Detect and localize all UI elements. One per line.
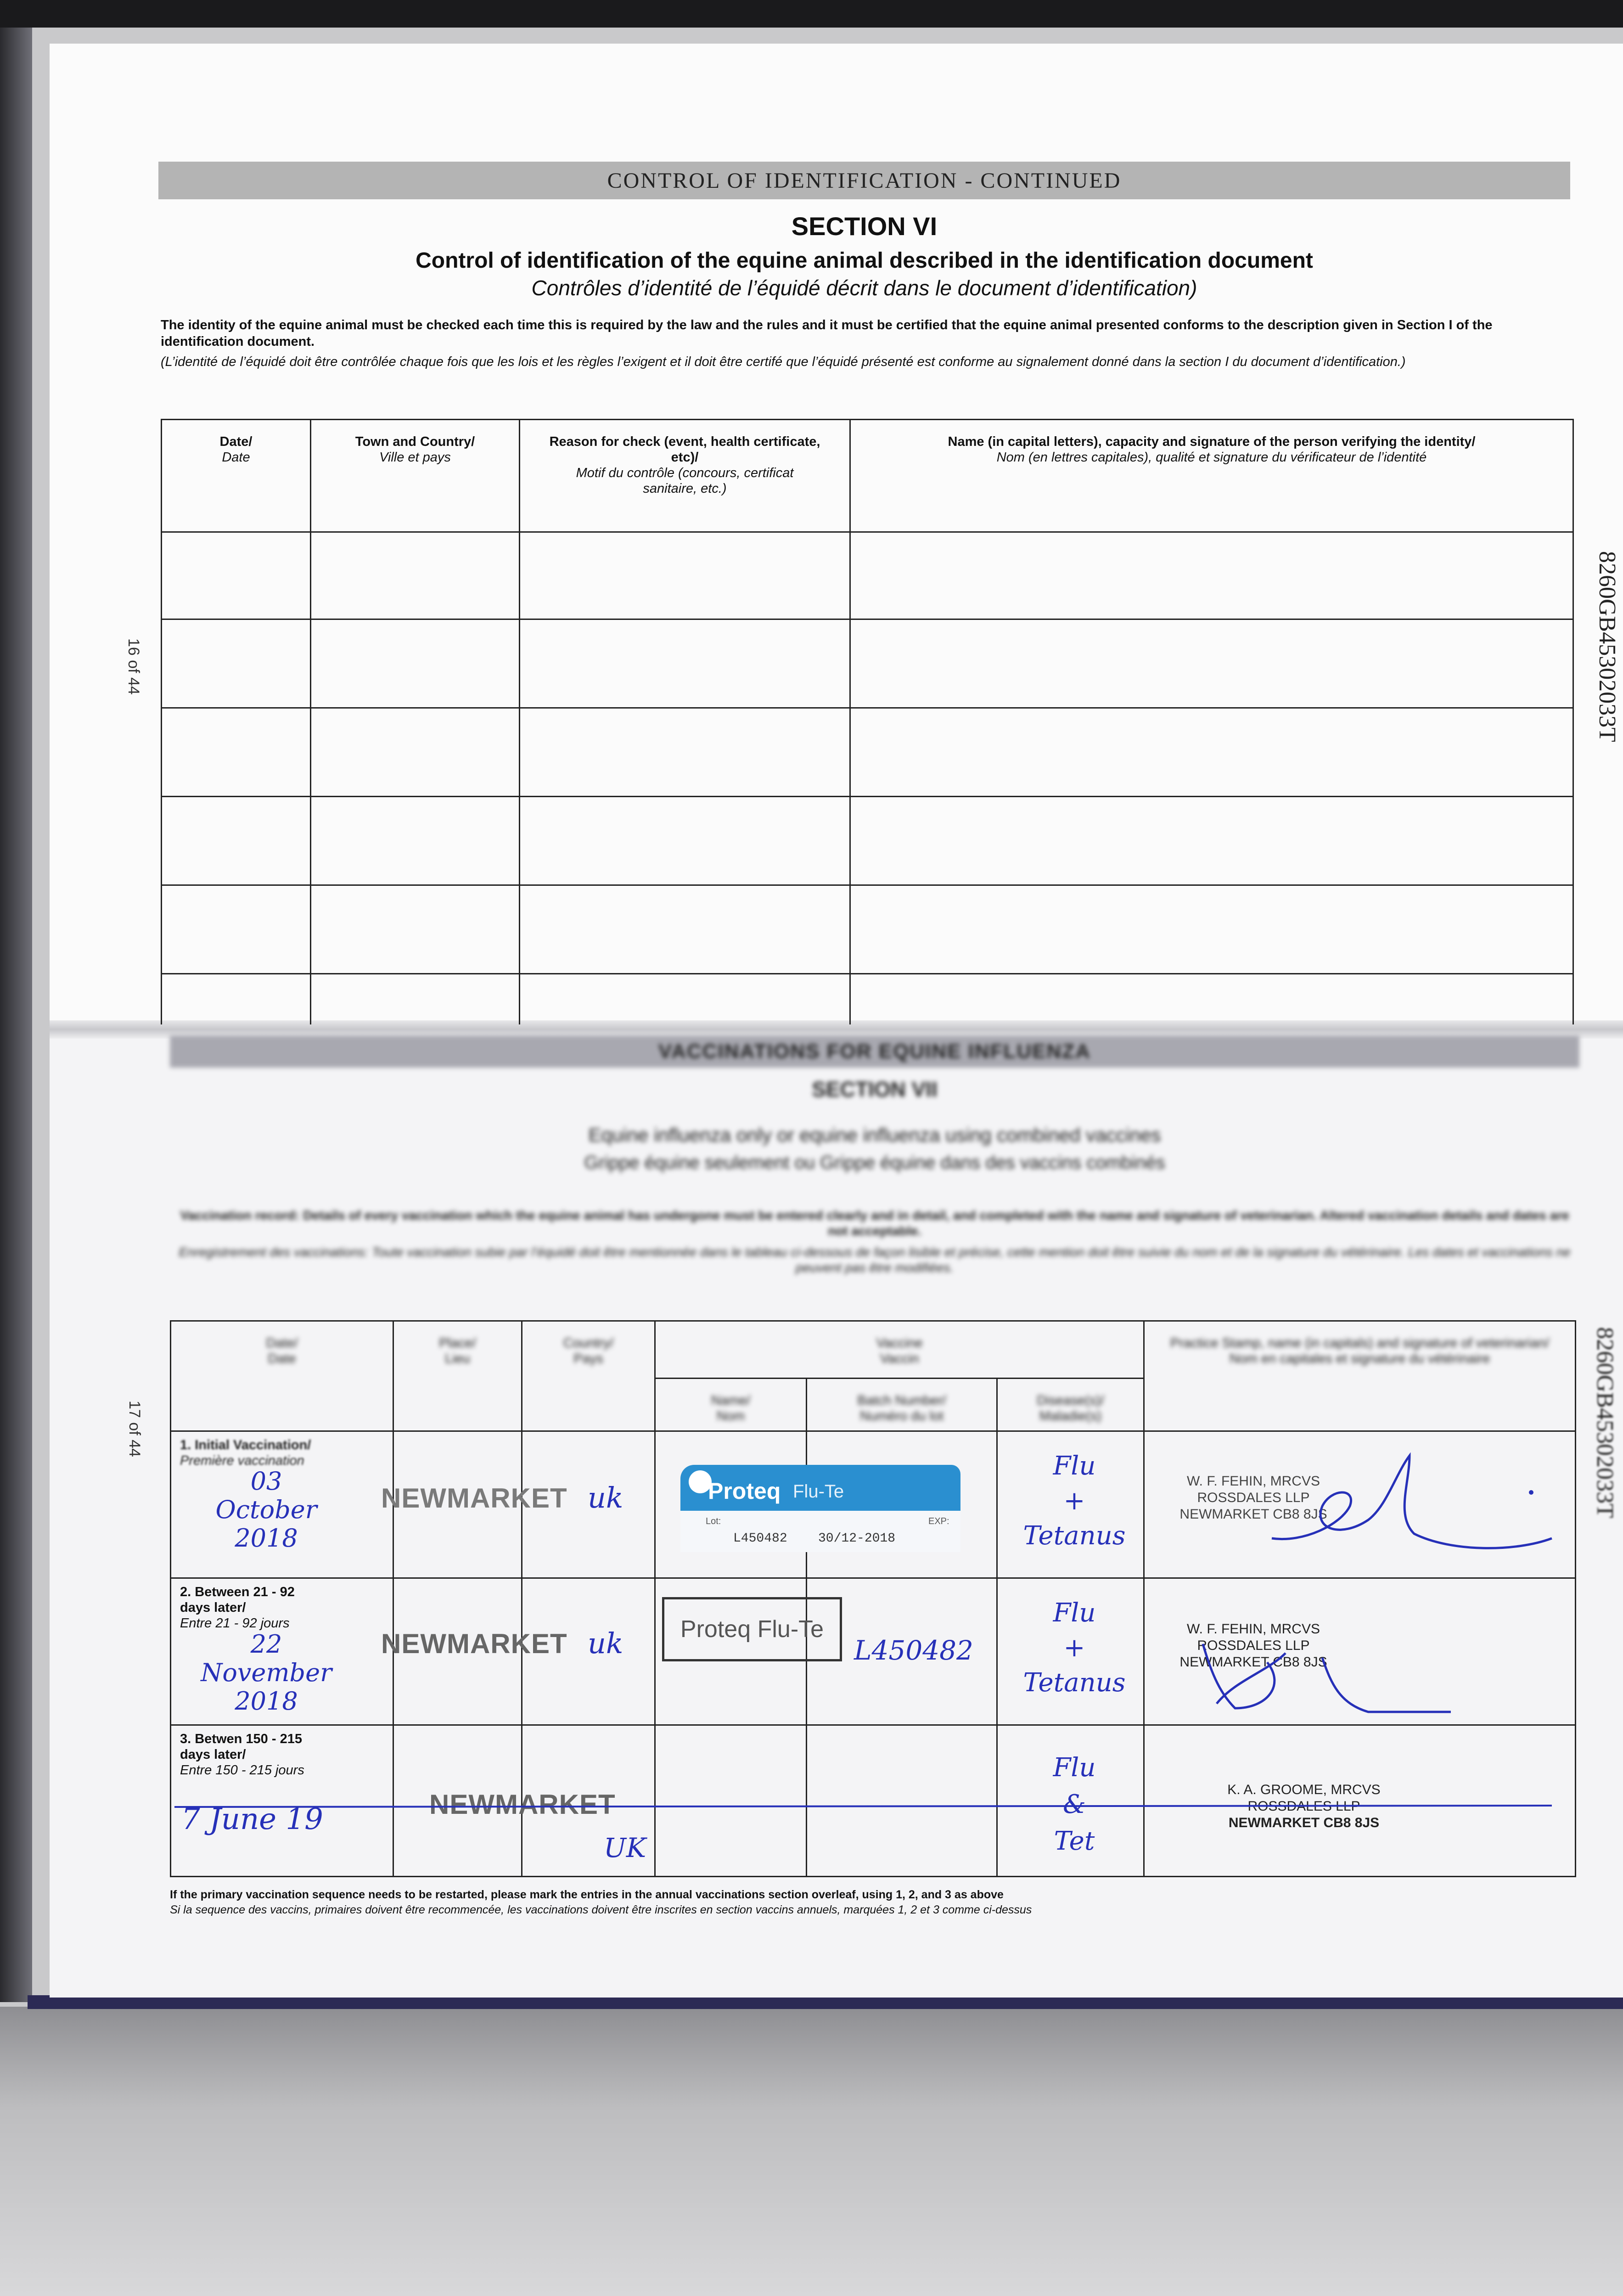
vaccination-title: Equine influenza only or equine influenza using combined vaccines [588,1124,1161,1146]
sticker-expiry: 30/12-2018 [818,1531,896,1546]
country-handwritten-2: uk [588,1626,623,1660]
vet-signature-2 [1175,1635,1497,1727]
header-practice-stamp: Practice Stamp, name (in capitals) and signature of veterinarian/ Nom en capitales et signature du vétérinaire [1144,1321,1576,1431]
place-stamp-2: NEWMARKET [381,1628,567,1659]
vaccine-stamp: Proteq Flu-Te [662,1597,842,1661]
country-handwritten-3: UK [604,1832,646,1863]
section-title: Control of identification of the equine animal described in the identification document [416,248,1313,273]
place-stamp-3: NEWMARKET [429,1789,616,1820]
table-row [162,974,1573,1024]
vet-stamp-3: K. A. GROOME, MRCVS ROSSDALES LLP NEWMARKET CB8 8JS [1227,1782,1381,1830]
section-heading: SECTION VI [791,212,938,241]
header-place: Place/ Lieu [393,1321,522,1431]
header-vaccine: Vaccine Vaccin [655,1321,1144,1379]
section-title-french: Contrôles d’identité de l’équidé décrit dans le document d’identification) [531,276,1197,300]
sticker-lot: L450482 [733,1531,787,1546]
vaccination-section-heading: SECTION VII [812,1077,938,1101]
vaccination-intro-french: Enregistrement des vaccinations: Toute vaccination subie par l’équidé doit être mentionnée dans le tableau ci-dessous de façon lisible et précise, cette mention doit être suivie du nom et de la signature du vétérinaire. Les dates et vaccinations ne peuvent pas être modifiées. [179,1245,1571,1275]
vaccination-banner: VACCINATIONS FOR EQUINE INFLUENZA [170,1035,1579,1068]
vaccine-sticker: Proteq Flu-Te Lot: EXP: L450482 30/12-2018 [680,1465,960,1552]
page-number-16: 16 of 44 [125,638,142,695]
header-date: Date/ Date [162,420,311,532]
table-row [162,797,1573,885]
table-row [162,532,1573,619]
row-label-initial: 1. Initial Vaccination/ Première vaccination [180,1438,311,1468]
scanner-edge-left [0,28,32,2002]
footnote: If the primary vaccination sequence needs to be restarted, please mark the entries in the annual vaccinations section overleaf, using 1, 2, and 3 as above [170,1888,1004,1901]
ink-line-row-3 [174,1800,1561,1814]
footnote-french: Si la sequence des vaccins, primaires doivent être recommencée, les vaccinations doivent être inscrites en section vaccins annuels, marquées 1, 2 et 3 comme ci-dessus [170,1903,1032,1916]
passport-number-upper: 8260GB4530203​3T [1594,551,1620,742]
sticker-product: Flu-Te [793,1481,844,1502]
disease-handwritten-3: Flu & Tet [1053,1753,1096,1856]
header-batch: Batch Number/ Numéro du lot [807,1379,997,1431]
disease-handwritten-2: Flu + Tetanus [1023,1598,1126,1698]
header-vaccine-name: Name/ Nom [655,1379,807,1431]
batch-handwritten-2: L450482 [854,1635,973,1666]
section-banner [158,162,1570,199]
header-reason: Reason for check (event, health certificate, etc)/ Motif du contrôle (concours, certificat sanitaire, etc.) [520,420,850,532]
date-handwritten-1: 03 October 2018 [215,1467,317,1553]
vaccination-header-row [171,1321,1576,1379]
place-stamp-1: NEWMARKET [381,1483,567,1514]
intro-text: The identity of the equine animal must be checked each time this is required by the law and the rules and it must be certified that the equine animal presented conforms to the description given in Section I of the identification document. [161,318,1493,349]
vet-stamp-1: W. F. FEHIN, MRCVS ROSSDALES LLP NEWMARKET CB8 8JS [1179,1474,1327,1522]
vet-signature-1 [1194,1446,1561,1566]
header-vacc-date: Date/ Date [171,1321,393,1431]
row-label-third: 3. Betwen 150 - 215 days later/ Entre 150 - 215 jours [180,1732,304,1778]
header-country: Country/ Pays [522,1321,655,1431]
sticker-brand: Proteq [708,1478,781,1504]
table-row [162,708,1573,797]
table-row [162,885,1573,974]
table-header-row [162,420,1573,532]
date-handwritten-3: 7 June 19 [181,1802,323,1836]
scanner-edge-top [0,0,1623,28]
identification-check-table [161,419,1574,1024]
scanner-bed [0,2007,1623,2296]
page-number-17: 17 of 44 [126,1401,143,1457]
vet-stamp-2: W. F. FEHIN, MRCVS ROSSDALES LLP NEWMARKET CB8 8JS [1179,1621,1327,1670]
vaccination-intro: Vaccination record: Details of every vaccination which the equine animal has undergone must be entered clearly and in detail, and completed with the name and signature of veterinarian. Altered vaccination details and dates are not acceptable. [180,1208,1569,1238]
header-town-country: Town and Country/ Ville et pays [311,420,520,532]
table-row [162,619,1573,708]
date-handwritten-2: 22 November 2018 [201,1630,332,1716]
header-verifier: Name (in capital letters), capacity and signature of the person verifying the identity/ Nom (en lettres capitales), qualité et signature du vérificateur de l’identité [850,420,1573,532]
vaccination-title-french: Grippe équine seulement ou Grippe équine dans des vaccins combinés [584,1153,1165,1173]
disease-handwritten-1: Flu + Tetanus [1023,1451,1126,1551]
banner-text: CONTROL OF IDENTIFICATION - CONTINUED [607,168,1122,193]
passport-number-lower: 8260GB4530203​3T [1592,1327,1618,1518]
header-disease: Disease(s)/ Maladie(s) [997,1379,1144,1431]
country-handwritten-1: uk [588,1481,623,1514]
intro-text-french: (L’identité de l’équidé doit être contrôlée chaque fois que les lois et les règles l’exigent et il doit être certifé que l’équidé présenté est conforme au signalement donné dans la section I du document d’identification.) [161,355,1406,369]
row-label-second: 2. Between 21 - 92 days later/ Entre 21 - 92 jours [180,1585,295,1631]
